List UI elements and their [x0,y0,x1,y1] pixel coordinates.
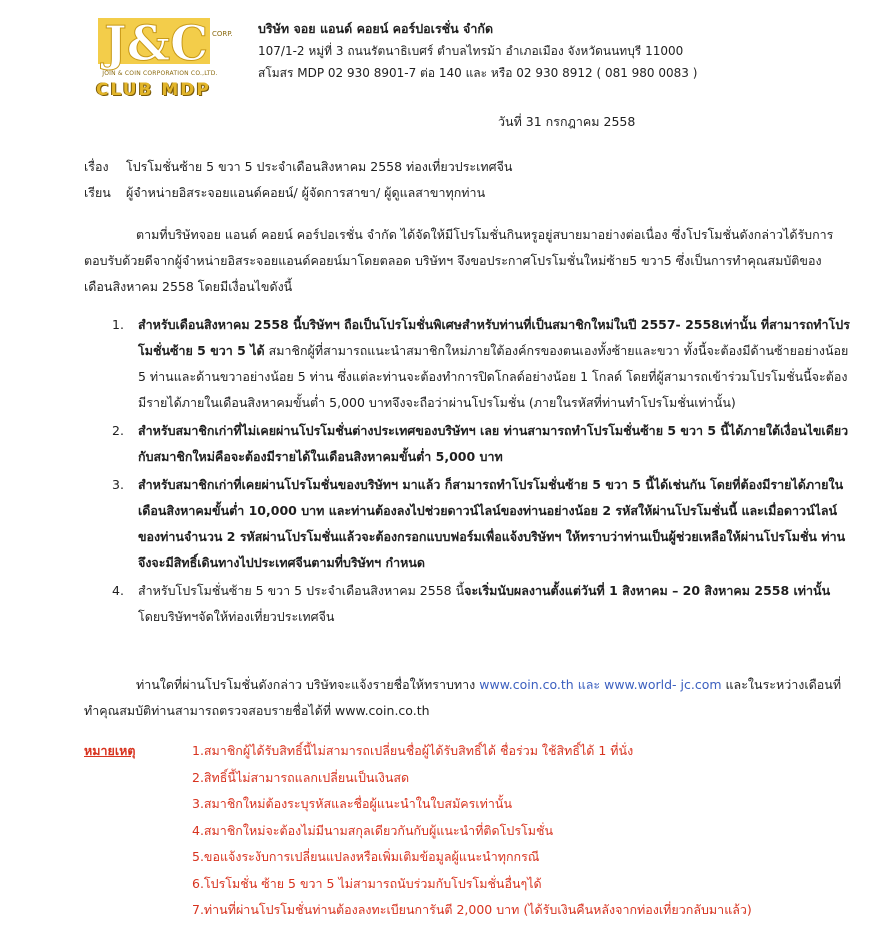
condition-bold-text: สำหรับสมาชิกเก่าที่เคยผ่านโปรโมชั่นของบริษัทฯ มาแล้ว ก็สามารถทำโปรโมชั่นซ้าย 5 ขวา 5 นี้ได้เช่นกัน โดยที่ต้องมีรายได้ภายในเดือนสิงหาคมขั้นต่ำ 10,000 บาท และท่านต้องลงไปช่วยดาวน์ไลน์ของท่านอย่างน้อย 2 รหัสให้ผ่านโปรโมชั่นนี้ และเมื่อดาวน์ไลน์ของท่านจำนวน 2 รหัสผ่านโปรโมชั่นแล้วจะต้องกรอกแบบฟอร์มเพื่อแจ้งบริษัทฯ ให้ทราบว่าท่านเป็นผู้ช่วยเหลือให้ผ่านโปรโมชั่น ท่านจึงจะมีสิทธิ์เดินทางไปประเทศจีนตามที่บริษัทฯ กำหนด [138,477,846,570]
note-item: 3.สมาชิกใหม่ต้องระบุรหัสและชื่อผู้แนะนำในใบสมัครเท่านั้น [192,796,513,811]
condition-item-4 [84,578,854,630]
notes-section [84,738,844,924]
condition-bold-text: สำหรับเดือนสิงหาคม 2558 นี้บริษัทฯ ถือเป็นโปรโมชั่นพิเศษสำหรับท่านที่เป็นสมาชิกใหม่ในปี 2557- 2558เท่านั้น ที่สามารถทำโปรโมชั่นซ้าย 5 ขวา 5 ได้ [138,317,850,358]
note-item: 2.สิทธิ์นี้ไม่สามารถแลกเปลี่ยนเป็นเงินสด [192,769,410,785]
condition-number: 2. [112,423,124,438]
note-item: 5.ขอแจ้งระงับการเปลี่ยนแปลงหรือเพิ่มเติมข้อมูลผู้แนะนำทุกกรณี [192,849,540,864]
note-item: 4.สมาชิกใหม่จะต้องไม่มีนามสกุลเดียวกันกับผู้แนะนำที่ติดโปรโมชั่น [192,822,554,838]
note-item: 1.สมาชิกผู้ได้รับสิทธิ์นี้ไม่สามารถเปลี่ยนชื่อผู้ได้รับสิทธิ์ได้ ชื่อร่วม ใช้สิทธิ์ได้ 1 ที่นั่ง [192,743,634,758]
condition-number: 4. [112,583,124,598]
logo-corp-text: CORP. [212,30,233,38]
subject-line [84,154,512,180]
condition-text: 5,000 บาท [431,449,503,464]
condition-item-2 [84,418,854,470]
website-links[interactable]: www.coin.co.th และ www.world- jc.com [479,677,722,692]
company-header [258,18,697,84]
condition-item-3 [84,472,854,576]
company-address: 107/1-2 หมู่ที่ 3 ถนนรัตนาธิเบศร์ ตำบลไทรม้า อำเภอเมือง จังหวัดนนทบุรี 11000 [258,44,684,58]
condition-text: สมาชิกผู้ที่สามารถแนะนำสมาชิกใหม่ภายใต้องค์กรของตนเองทั้งซ้ายและขวา ทั้งนี้จะต้องมีด้านซ้ายอย่างน้อย 5 ท่านและด้านขวาอย่างน้อย 5 ท่าน ซึ่งแต่ละท่านจะต้องทำการปิดโกลด์อย่างน้อย 1 โกลด์ โดยที่ผู้สามารถเข้าร่วมโปรโมชั่นนี้จะต้องมีรายได้ภายในเดือนสิงหาคมขั้นต่ำ 5,000 บาทจึงจะถือว่าผ่านโปรโมชั่น (ภายในรหัสที่ท่านทำโปรโมชั่นเท่านั้น) [138,343,849,410]
subject-text: โปรโมชั่นซ้าย 5 ขวา 5 ประจำเดือนสิงหาคม 2558 ท่องเที่ยวประเทศจีน [126,159,513,174]
note-item: 7.ท่านที่ผ่านโปรโมชั่นท่านต้องลงทะเบียนการันตี 2,000 บาท (ได้รับเงินคืนหลังจากท่องเที่ยวกลับมาแล้ว) [192,902,752,917]
condition-text: สำหรับโปรโมชั่นซ้าย 5 ขวา 5 ประจำเดือนสิงหาคม 2558 นี้ [138,583,465,598]
jc-logo-mark [84,14,236,74]
logo-mark-text: J&C [104,16,209,72]
letter-date: วันที่ 31 กรกฎาคม 2558 [498,114,636,129]
recipient-label: เรียน [84,185,111,200]
conditions-list [84,312,854,632]
logo-club-text: CLUB MDP [96,80,211,100]
notes-label: หมายเหตุ [84,743,136,758]
company-name: บริษัท จอย แอนด์ คอยน์ คอร์ปอเรชั่น จำกัด [258,21,494,36]
condition-bold-text: สำหรับสมาชิกเก่าที่ไม่เคยผ่านโปรโมชั่นต่างประเทศของบริษัทฯ เลย ท่านสามารถทำโปรโมชั่นซ้าย 5 ขวา 5 นี้ได้ภายใต้เงื่อนไขเดียวกับสมาชิกใหม่คือจะต้องมีรายได้ในเดือนสิงหาคมขั้นต่ำ [138,423,849,464]
subject-block [84,154,512,206]
subject-label: เรื่อง [84,159,109,174]
condition-bold-text: จะเริ่มนับผลงานตั้งแต่วันที่ 1 สิงหาคม – 20 สิงหาคม 2558 เท่านั้น [464,583,831,598]
intro-paragraph: ตามที่บริษัทจอย แอนด์ คอยน์ คอร์ปอเรชั่น จำกัด ได้จัดให้มีโปรโมชั่นกินหรูอยู่สบายมาอย่างต่อเนื่อง ซึ่งโปรโมชั่นดังกล่าวได้รับการตอบรับด้วยดีจากผู้จำหน่ายอิสระจอยแอนด์คอยน์มาโดยตลอด บริษัทฯ จึงขอประกาศโปรโมชั่นใหม่ซ้าย5 ขวา5 ซึ่งเป็นการทำคุณสมบัติของเดือนสิงหาคม 2558 โดยมีเงื่อนไขดังนี้ [84,227,834,294]
logo-subtitle: JOIN & COIN CORPORATION CO.,LTD. [102,70,218,77]
condition-number: 1. [112,317,124,332]
condition-item-1 [84,312,854,416]
recipient-text: ผู้จำหน่ายอิสระจอยแอนด์คอยน์/ ผู้จัดการสาขา/ ผู้ดูแลสาขาทุกท่าน [126,185,486,200]
recipient-line [84,180,512,206]
company-phone: สโมสร MDP 02 930 8901-7 ต่อ 140 และ หรือ 02 930 8912 ( 081 980 0083 ) [258,66,698,80]
condition-number: 3. [112,477,124,492]
closing-text-2: และในระหว่างเดือนที่ทำคุณสมบัติท่านสามารถตรวจสอบรายชื่อได้ที่ www.coin.co.th [84,677,842,718]
company-logo [84,14,244,110]
note-item: 6.โปรโมชั่น ซ้าย 5 ขวา 5 ไม่สามารถนับร่วมกับโปรโมชั่นอื่นๆได้ [192,875,542,891]
closing-text-1: ท่านใดที่ผ่านโปรโมชั่นดังกล่าว บริษัทจะแจ้งรายชื่อให้ทราบทาง [136,677,480,692]
condition-text-end: โดยบริษัทฯจัดให้ท่องเที่ยวประเทศจีน [138,609,335,624]
notes-list [84,738,844,924]
closing-paragraph [84,672,846,724]
